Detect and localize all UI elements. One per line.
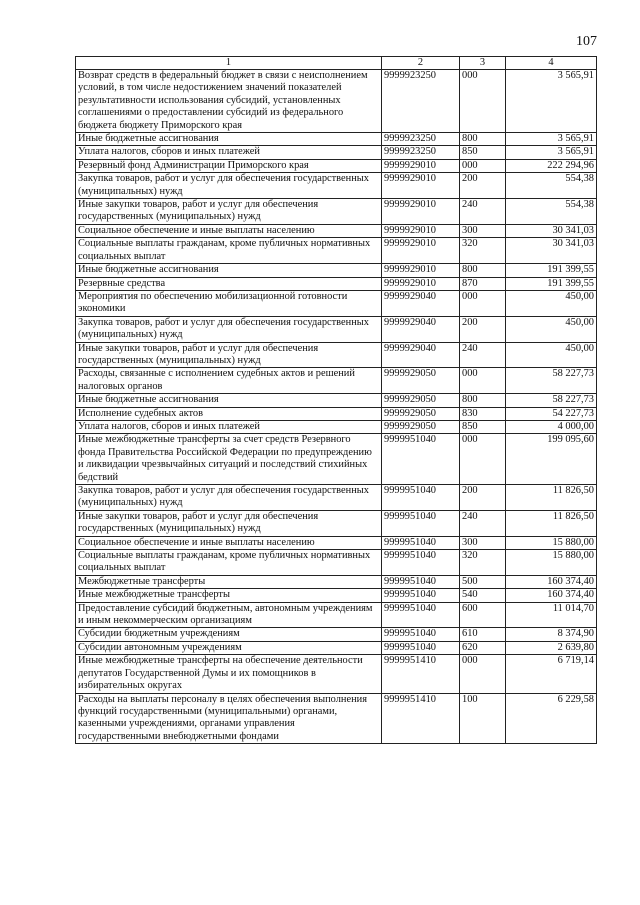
row-type-cell: 000: [460, 368, 506, 394]
table-row: [76, 146, 597, 159]
table-row: [76, 589, 597, 602]
table-row: [76, 628, 597, 641]
row-code-cell: 9999951040: [382, 510, 460, 536]
row-type-cell: 800: [460, 394, 506, 407]
row-code-cell: 9999951040: [382, 602, 460, 628]
row-amount-cell: 3 565,91: [506, 146, 597, 159]
row-type-cell: 200: [460, 316, 506, 342]
row-amount-cell: 450,00: [506, 290, 597, 316]
row-amount-cell: 6 719,14: [506, 655, 597, 693]
row-name-cell: Социальное обеспечение и иные выплаты населению: [76, 224, 382, 237]
row-amount-cell: 8 374,90: [506, 628, 597, 641]
row-name-cell: Возврат средств в федеральный бюджет в связи с неисполнением условий, в том числе недостижением значений показателей результативности использования субсидий, установленных соглашениями о предоставлении субсидий из федерального бюджета бюджету Приморского края: [76, 70, 382, 133]
row-name-cell: Иные бюджетные ассигнования: [76, 133, 382, 146]
row-type-cell: 620: [460, 641, 506, 654]
row-code-cell: 9999923250: [382, 133, 460, 146]
row-name-cell: Закупка товаров, работ и услуг для обеспечения государственных (муниципальных) нужд: [76, 316, 382, 342]
table-row: [76, 407, 597, 420]
row-amount-cell: 30 341,03: [506, 238, 597, 264]
table-row: [76, 159, 597, 172]
row-amount-cell: 54 227,73: [506, 407, 597, 420]
table-row: [76, 173, 597, 199]
header-col-2: 2: [382, 57, 460, 70]
row-code-cell: 9999951040: [382, 628, 460, 641]
row-code-cell: 9999951040: [382, 434, 460, 485]
table-row: [76, 485, 597, 511]
row-amount-cell: 4 000,00: [506, 420, 597, 433]
row-amount-cell: 58 227,73: [506, 368, 597, 394]
row-code-cell: 9999929040: [382, 290, 460, 316]
row-name-cell: Субсидии автономным учреждениям: [76, 641, 382, 654]
page-number: 107: [576, 34, 597, 49]
row-type-cell: 240: [460, 199, 506, 225]
row-name-cell: Уплата налогов, сборов и иных платежей: [76, 146, 382, 159]
table-row: [76, 420, 597, 433]
header-col-4: 4: [506, 57, 597, 70]
row-type-cell: 850: [460, 420, 506, 433]
table-row: [76, 264, 597, 277]
row-amount-cell: 6 229,58: [506, 693, 597, 744]
row-type-cell: 000: [460, 655, 506, 693]
row-code-cell: 9999951040: [382, 550, 460, 576]
table-row: [76, 133, 597, 146]
table-row: [76, 277, 597, 290]
row-amount-cell: 2 639,80: [506, 641, 597, 654]
row-code-cell: 9999951040: [382, 485, 460, 511]
row-amount-cell: 15 880,00: [506, 536, 597, 549]
row-type-cell: 240: [460, 342, 506, 368]
row-name-cell: Иные закупки товаров, работ и услуг для обеспечения государственных (муниципальных) нужд: [76, 342, 382, 368]
row-name-cell: Социальные выплаты гражданам, кроме публичных нормативных социальных выплат: [76, 550, 382, 576]
row-amount-cell: 554,38: [506, 173, 597, 199]
table-row: [76, 290, 597, 316]
row-name-cell: Иные бюджетные ассигнования: [76, 394, 382, 407]
row-type-cell: 200: [460, 485, 506, 511]
row-name-cell: Социальное обеспечение и иные выплаты населению: [76, 536, 382, 549]
row-amount-cell: 11 826,50: [506, 485, 597, 511]
row-code-cell: 9999929010: [382, 238, 460, 264]
row-code-cell: 9999923250: [382, 70, 460, 133]
table-row: [76, 575, 597, 588]
row-amount-cell: 3 565,91: [506, 133, 597, 146]
row-type-cell: 200: [460, 173, 506, 199]
row-name-cell: Исполнение судебных актов: [76, 407, 382, 420]
row-code-cell: 9999929010: [382, 277, 460, 290]
row-type-cell: 540: [460, 589, 506, 602]
row-code-cell: 9999929040: [382, 342, 460, 368]
table-row: [76, 316, 597, 342]
row-code-cell: 9999951040: [382, 589, 460, 602]
row-name-cell: Иные закупки товаров, работ и услуг для обеспечения государственных (муниципальных) нужд: [76, 199, 382, 225]
row-type-cell: 500: [460, 575, 506, 588]
table-row: [76, 224, 597, 237]
row-type-cell: 850: [460, 146, 506, 159]
header-row: [76, 57, 597, 70]
row-code-cell: 9999951040: [382, 575, 460, 588]
row-name-cell: Расходы, связанные с исполнением судебных актов и решений налоговых органов: [76, 368, 382, 394]
header-col-3: 3: [460, 57, 506, 70]
row-code-cell: 9999929010: [382, 224, 460, 237]
row-name-cell: Расходы на выплаты персоналу в целях обеспечения выполнения функций государственными (муниципальными) органами, казенными учреждениями, органами управления государственными внебюджетными фондами: [76, 693, 382, 744]
row-name-cell: Закупка товаров, работ и услуг для обеспечения государственных (муниципальных) нужд: [76, 173, 382, 199]
table-row: [76, 368, 597, 394]
row-amount-cell: 191 399,55: [506, 264, 597, 277]
row-name-cell: Резервный фонд Администрации Приморского края: [76, 159, 382, 172]
row-code-cell: 9999929010: [382, 199, 460, 225]
row-type-cell: 000: [460, 290, 506, 316]
table-row: [76, 199, 597, 225]
row-type-cell: 830: [460, 407, 506, 420]
row-amount-cell: 11 014,70: [506, 602, 597, 628]
row-code-cell: 9999929050: [382, 420, 460, 433]
row-type-cell: 100: [460, 693, 506, 744]
row-name-cell: Иные межбюджетные трансферты за счет средств Резервного фонда Правительства Российской Федерации по предупреждению и ликвидации чрезвычайных ситуаций и последствий стихийных бедствий: [76, 434, 382, 485]
row-name-cell: Иные бюджетные ассигнования: [76, 264, 382, 277]
row-code-cell: 9999923250: [382, 146, 460, 159]
row-code-cell: 9999929050: [382, 394, 460, 407]
row-name-cell: Резервные средства: [76, 277, 382, 290]
row-name-cell: Иные межбюджетные трансферты: [76, 589, 382, 602]
row-amount-cell: 15 880,00: [506, 550, 597, 576]
row-type-cell: 000: [460, 434, 506, 485]
row-amount-cell: 11 826,50: [506, 510, 597, 536]
budget-table: [75, 56, 597, 744]
row-code-cell: 9999929050: [382, 407, 460, 420]
row-type-cell: 800: [460, 264, 506, 277]
table-body: [76, 70, 597, 744]
row-type-cell: 610: [460, 628, 506, 641]
row-code-cell: 9999929010: [382, 159, 460, 172]
row-name-cell: Уплата налогов, сборов и иных платежей: [76, 420, 382, 433]
row-name-cell: Межбюджетные трансферты: [76, 575, 382, 588]
row-type-cell: 800: [460, 133, 506, 146]
table-row: [76, 536, 597, 549]
row-code-cell: 9999929050: [382, 368, 460, 394]
row-type-cell: 320: [460, 550, 506, 576]
row-name-cell: Закупка товаров, работ и услуг для обеспечения государственных (муниципальных) нужд: [76, 485, 382, 511]
row-amount-cell: 160 374,40: [506, 589, 597, 602]
row-name-cell: Иные межбюджетные трансферты на обеспечение деятельности депутатов Государственной Думы и их помощников в избирательных округах: [76, 655, 382, 693]
row-amount-cell: 199 095,60: [506, 434, 597, 485]
row-amount-cell: 58 227,73: [506, 394, 597, 407]
row-amount-cell: 450,00: [506, 342, 597, 368]
row-code-cell: 9999951410: [382, 655, 460, 693]
table-row: [76, 70, 597, 133]
row-type-cell: 000: [460, 70, 506, 133]
row-amount-cell: 30 341,03: [506, 224, 597, 237]
row-type-cell: 240: [460, 510, 506, 536]
table-row: [76, 641, 597, 654]
row-amount-cell: 160 374,40: [506, 575, 597, 588]
table-row: [76, 550, 597, 576]
table-row: [76, 602, 597, 628]
row-amount-cell: 191 399,55: [506, 277, 597, 290]
row-type-cell: 320: [460, 238, 506, 264]
header-col-1: 1: [76, 57, 382, 70]
row-code-cell: 9999929010: [382, 173, 460, 199]
row-type-cell: 300: [460, 224, 506, 237]
row-type-cell: 000: [460, 159, 506, 172]
row-name-cell: Предоставление субсидий бюджетным, автономным учреждениям и иным некоммерческим организациям: [76, 602, 382, 628]
row-code-cell: 9999929040: [382, 316, 460, 342]
row-amount-cell: 3 565,91: [506, 70, 597, 133]
row-name-cell: Мероприятия по обеспечению мобилизационной готовности экономики: [76, 290, 382, 316]
table-row: [76, 434, 597, 485]
row-type-cell: 300: [460, 536, 506, 549]
row-code-cell: 9999951040: [382, 641, 460, 654]
row-type-cell: 870: [460, 277, 506, 290]
table-row: [76, 342, 597, 368]
row-code-cell: 9999951410: [382, 693, 460, 744]
row-code-cell: 9999929010: [382, 264, 460, 277]
row-code-cell: 9999951040: [382, 536, 460, 549]
table-header: [76, 57, 597, 70]
row-amount-cell: 554,38: [506, 199, 597, 225]
table-row: [76, 693, 597, 744]
row-name-cell: Социальные выплаты гражданам, кроме публичных нормативных социальных выплат: [76, 238, 382, 264]
row-amount-cell: 222 294,96: [506, 159, 597, 172]
table-row: [76, 655, 597, 693]
table-row: [76, 394, 597, 407]
row-amount-cell: 450,00: [506, 316, 597, 342]
table-row: [76, 510, 597, 536]
row-type-cell: 600: [460, 602, 506, 628]
table-row: [76, 238, 597, 264]
row-name-cell: Субсидии бюджетным учреждениям: [76, 628, 382, 641]
row-name-cell: Иные закупки товаров, работ и услуг для обеспечения государственных (муниципальных) нужд: [76, 510, 382, 536]
